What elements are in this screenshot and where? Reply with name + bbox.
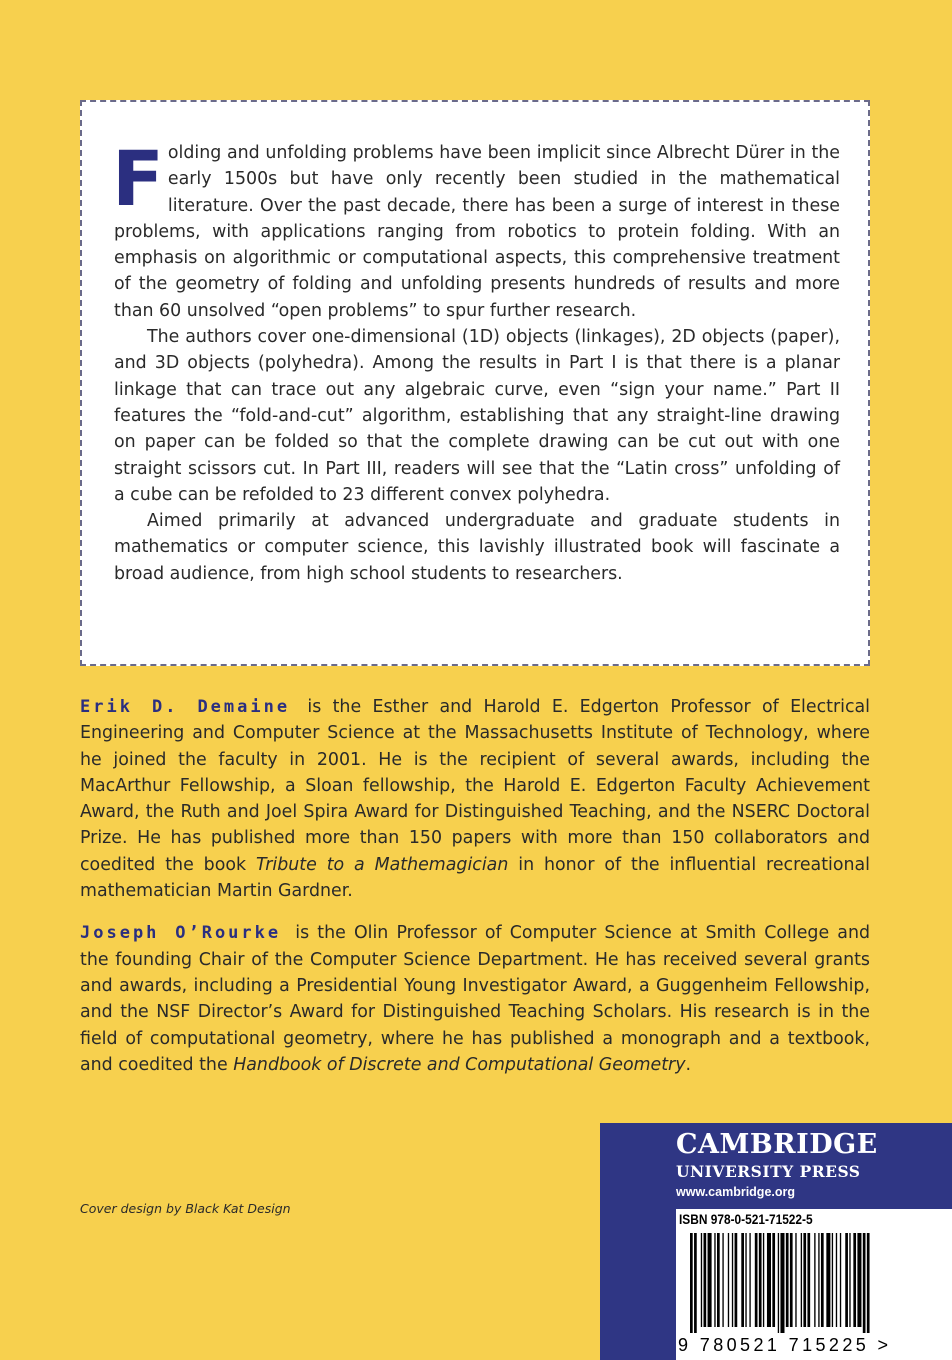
barcode-bar	[853, 1233, 856, 1327]
author-bios	[80, 694, 870, 1094]
blurb-text	[112, 134, 840, 587]
barcode-bar	[735, 1233, 738, 1327]
barcode-bar	[749, 1233, 750, 1327]
author-name-orourke: Joseph O’Rourke	[80, 923, 282, 944]
barcode-bar	[708, 1233, 712, 1327]
barcode-bar	[694, 1233, 697, 1333]
author-bio-orourke-text-end: .	[685, 1054, 692, 1075]
blurb-paragraph-3: Aimed primarily at advanced undergraduate and graduate students in mathematics or computer science, this lavishly illustrated book will fascinate a broad audience, from high school students to researchers.	[114, 511, 840, 584]
barcode-bar	[763, 1233, 764, 1327]
barcode-bar	[832, 1233, 833, 1327]
blurb-paragraph-2: The authors cover one-dimensional (1D) objects (linkages), 2D objects (paper), and 3D objects (polyhedra). Among the results in Part I is that there is a planar linkage that can trace out any algebraic curve, even “sign your name.” Part II features the “fold-and-cut” algorithm, establishing that any straight-line drawing on paper can be folded so that the complete drawing can be cut out with one straight scissors cut. In Part III, readers will see that the “Latin cross” unfolding of a cube can be refolded to 23 different convex polyhedra.	[114, 327, 840, 505]
barcode-bar	[759, 1233, 762, 1327]
barcode-bar	[772, 1233, 775, 1327]
barcode-bar	[849, 1233, 850, 1327]
barcode-icon	[690, 1233, 938, 1333]
barcode-bar	[728, 1233, 729, 1327]
barcode-bar	[795, 1233, 796, 1327]
barcode-bar	[807, 1233, 810, 1327]
author-bio-demaine	[80, 694, 870, 904]
publisher-subtitle: UNIVERSITY PRESS	[676, 1162, 861, 1181]
drop-cap: F	[112, 134, 164, 223]
barcode-bar	[863, 1233, 866, 1333]
barcode-bar	[717, 1233, 720, 1327]
barcode-bar	[722, 1233, 723, 1327]
barcode-bar	[867, 1233, 870, 1333]
barcode-bar	[803, 1233, 806, 1327]
publisher-url: www.cambridge.org	[676, 1185, 796, 1199]
barcode-bar	[714, 1233, 715, 1327]
barcode-bar	[745, 1233, 746, 1327]
barcode-bar	[741, 1233, 744, 1327]
publisher-panel	[600, 1123, 952, 1360]
blurb-paragraph-1	[112, 134, 840, 324]
barcode-bar	[767, 1233, 771, 1327]
barcode-bar	[790, 1233, 793, 1327]
barcode-bar	[801, 1233, 802, 1327]
author-bio-demaine-text: is the Esther and Harold E. Edgerton Professor of Electrical Engineering and Computer Science at the Massachusetts Institute of Technology, where he joined the faculty in 2001. He is the recipient of several awards, including the MacArthur Fellowship, a Sloan fellowship, the Harold E. Edgerton Faculty Achievement Award, the Ruth and Joel Spira Award for Distinguished Teaching, and the NSERC Doctoral Prize. He has published more than 150 papers with more than 150 collaborators and coedited the book	[80, 697, 871, 875]
barcode-bar	[701, 1233, 702, 1327]
author-bio-orourke-text: is the Olin Professor of Computer Science at Smith College and the founding Chair of the Computer Science Department. He has received several grants and awards, including a Presidential Young Investigator Award, a Guggenheim Fellowship, and the NSF Director’s Award for Distinguished Teaching Scholars. His research is in the field of computational geometry, where he has published a monograph and a textbook, and coedited the	[80, 923, 871, 1075]
blurb-paragraph-1-text: olding and unfolding problems have been implicit since Albrecht Dürer in the early 1500s but have only recently been studied in the mathematical literature. Over the past decade, there has been a surge of interest in these problems, with applications ranging from robotics to protein folding. With an emphasis on algorithmic or computational aspects, this comprehensive treatment of the geometry of folding and unfolding presents hundreds of results and more than 60 unsolved “open problems” to spur further research.	[114, 143, 840, 321]
barcode-bar	[690, 1233, 693, 1333]
barcode-box	[676, 1209, 952, 1360]
barcode-bar	[845, 1233, 848, 1327]
book-title-handbook: Handbook of Discrete and Computational Geometry	[233, 1054, 686, 1075]
barcode-bar	[704, 1233, 707, 1327]
barcode-bar	[818, 1233, 819, 1327]
barcode-bar	[836, 1233, 837, 1327]
cover-design-credit: Cover design by Black Kat Design	[80, 1201, 291, 1216]
author-bio-orourke	[80, 920, 870, 1078]
barcode-bar	[840, 1233, 841, 1327]
barcode-bar	[826, 1233, 830, 1327]
publisher-name: CAMBRIDGE	[676, 1129, 878, 1160]
barcode-bar	[778, 1233, 779, 1333]
isbn-label: ISBN 978-0-521-71522-5	[679, 1211, 813, 1227]
blurb-box	[80, 100, 870, 666]
barcode-digits: 9 780521 715225 >	[678, 1335, 892, 1355]
author-bio-demaine-text-end: in honor of the influential recreational mathematician Martin Gardner.	[80, 854, 870, 902]
barcode-bar	[732, 1233, 733, 1327]
barcode-bar	[857, 1233, 861, 1327]
barcode-bar	[780, 1233, 784, 1333]
barcode-bar	[786, 1233, 789, 1327]
barcode-bar	[814, 1233, 815, 1327]
author-name-demaine: Erik D. Demaine	[80, 697, 291, 717]
book-title-tribute: Tribute to a Mathemagician	[255, 854, 509, 875]
barcode-bar	[755, 1233, 758, 1327]
barcode-bar	[821, 1233, 824, 1327]
